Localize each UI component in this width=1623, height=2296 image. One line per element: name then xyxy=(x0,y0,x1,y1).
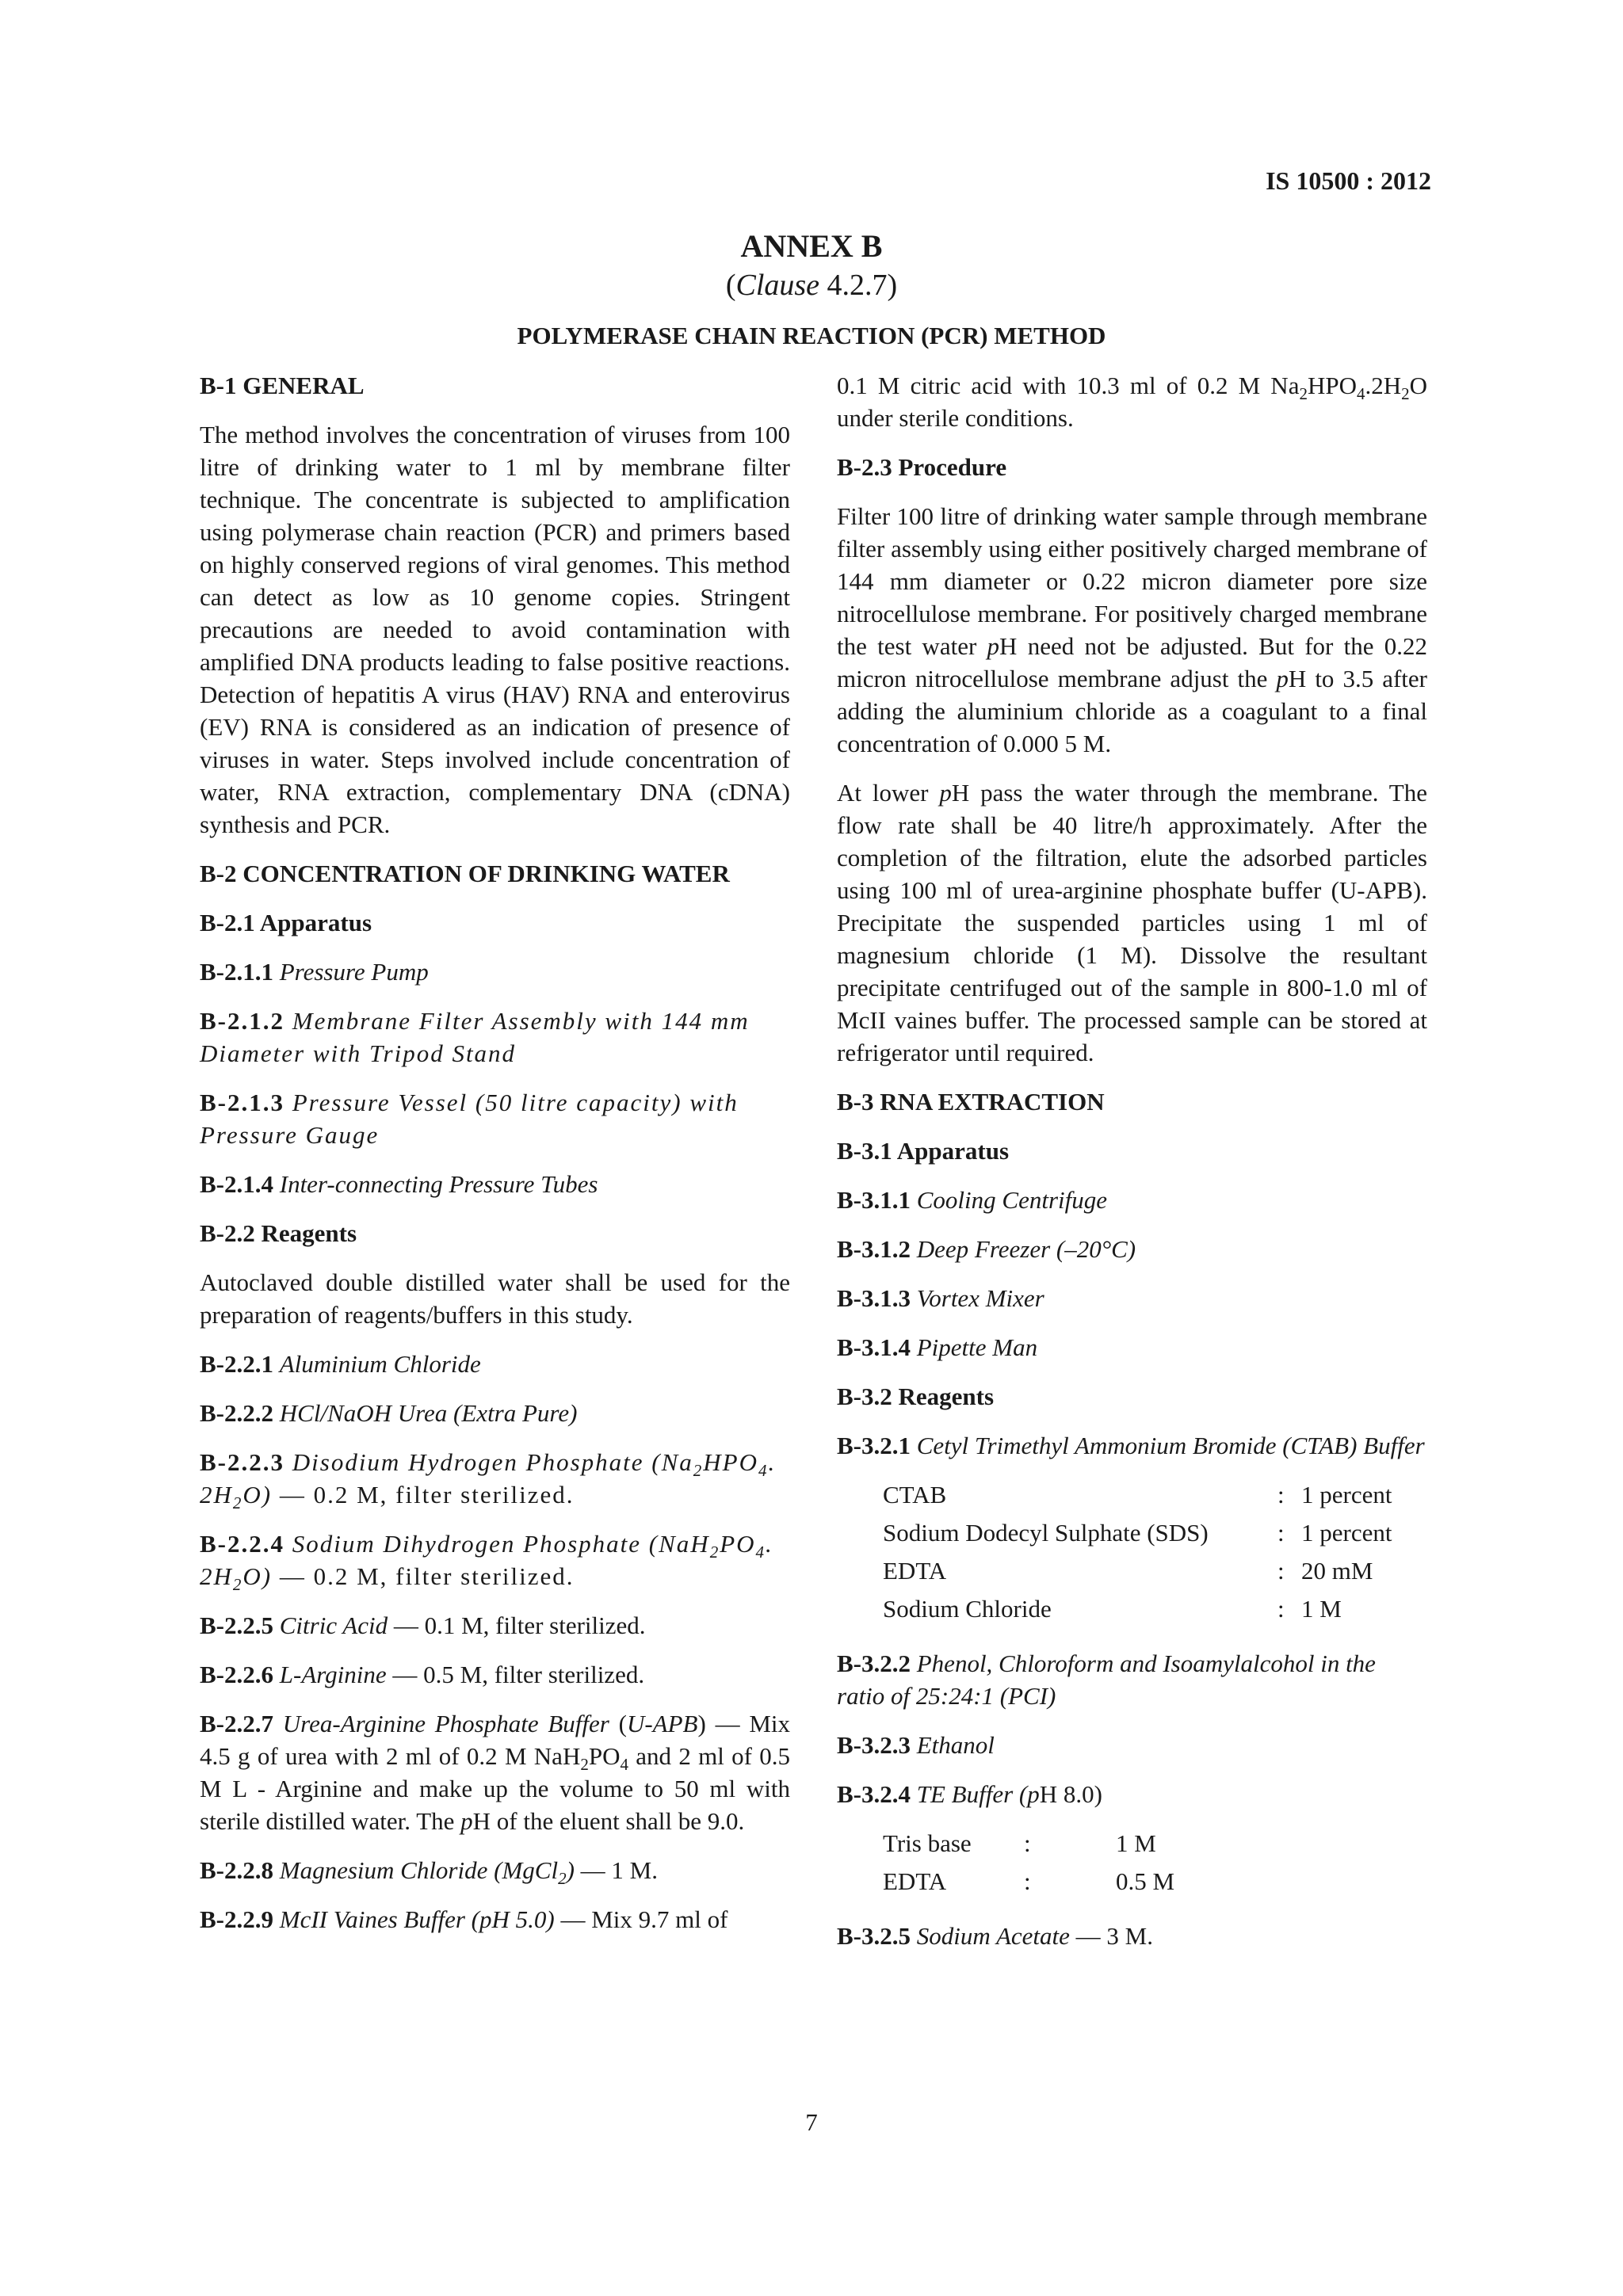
apparatus-item: B-3.1.3 Vortex Mixer xyxy=(837,1284,1044,1312)
table-row: CTAB : 1 percent xyxy=(883,1481,1392,1508)
table-row: EDTA : 0.5 M xyxy=(883,1867,1175,1895)
subsection-heading-b2-1: B-2.1 Apparatus xyxy=(200,909,372,936)
section-heading-b1: B-1 GENERAL xyxy=(200,372,365,399)
reagent-item: B-2.2.7 Urea-Arginine Phosphate Buffer (U-APB) — Mix 4.5 g of urea with 2 ml of 0.2 M $NaH_2PO_4$ and 2 ml of 0.5 M L - Arginine and make up the volume to 50 ml with sterile distilled water. The pH of the eluent shall be 9.0. xyxy=(200,1710,791,1835)
apparatus-item: B-2.1.4 Inter-connecting Pressure Tubes xyxy=(200,1170,598,1198)
reagent-item: B-2.2.1 Aluminium Chloride xyxy=(200,1350,481,1378)
apparatus-item: B-3.1.2 Deep Freezer (–20°C) xyxy=(837,1235,1136,1263)
right-column xyxy=(837,369,1427,1969)
table-row: EDTA : 20 mM xyxy=(883,1557,1373,1585)
section-heading-b2: B-2 CONCENTRATION OF DRINKING WATER xyxy=(200,860,730,887)
reagent-item: B-3.2.3 Ethanol xyxy=(837,1731,995,1759)
reagent-item: B-2.2.2 HCl/NaOH Urea (Extra Pure) xyxy=(200,1399,578,1427)
ctab-composition-table xyxy=(883,1478,1392,1630)
te-buffer-table xyxy=(883,1827,1174,1903)
apparatus-item: B-2.1.2 Membrane Filter Assembly with 144 mm Diameter with Tripod Stand xyxy=(200,1007,750,1067)
apparatus-item: B-3.1.1 Cooling Centrifuge xyxy=(837,1186,1107,1214)
subsection-heading-b2-3: B-2.3 Procedure xyxy=(837,453,1007,481)
apparatus-item: B-3.1.4 Pipette Man xyxy=(837,1333,1038,1361)
subsection-heading-b3-2: B-3.2 Reagents xyxy=(837,1383,995,1410)
table-row: Sodium Chloride : 1 M xyxy=(883,1595,1342,1623)
annex-clause-reference: (Clause 4.2.7) xyxy=(725,269,898,302)
reagent-item: B-2.2.9 McII Vaines Buffer (pH 5.0) — Mix 9.7 ml of xyxy=(200,1905,728,1933)
page-number: 7 xyxy=(805,2108,818,2136)
reagent-item: B-2.2.8 Magnesium Chloride (MgCl$_2$) — 1 M. xyxy=(200,1856,658,1889)
reagent-item: B-2.2.3 Disodium Hydrogen Phosphate ($Na_2HPO_4$. $2H_2O$) — 0.2 M, filter sterilized. xyxy=(200,1448,777,1513)
table-row: Sodium Dodecyl Sulphate (SDS) : 1 percent xyxy=(883,1519,1392,1547)
procedure-paragraph: Filter 100 litre of drinking water sample through membrane filter assembly using either positively charged membrane of 144 mm diameter or 0.22 micron diameter pore size nitrocellulose membrane. For positively charged membrane the test water pH need not be adjusted. But for the 0.22 micron nitrocellulose membrane adjust the pH to 3.5 after adding the aluminium chloride as a coagulant to a final concentration of 0.000 5 M. xyxy=(837,502,1427,757)
procedure-paragraph: At lower pH pass the water through the membrane. The flow rate shall be 40 litre/h approximately. After the completion of the filtration, elute the adsorbed particles using 100 ml of urea-arginine phosphate buffer (U-APB). Precipitate the suspended particles using 1 ml of magnesium chloride (1 M). Dissolve the resultant precipitate centrifuged out of the sample in 800-1.0 ml of McII vaines buffer. The processed sample can be stored at refrigerator until required. xyxy=(837,779,1427,1066)
document-number: IS 10500 : 2012 xyxy=(1266,166,1431,195)
method-title: POLYMERASE CHAIN REACTION (PCR) METHOD xyxy=(517,322,1106,349)
reagent-item: B-2.2.4 Sodium Dihydrogen Phosphate ($NaH_2PO_4$. $2H_2O$) — 0.2 M, filter sterilized. xyxy=(200,1530,773,1595)
left-column xyxy=(200,369,790,1952)
reagents-intro: Autoclaved double distilled water shall be used for the preparation of reagents/buffers in this study. xyxy=(200,1268,790,1329)
subsection-heading-b3-1: B-3.1 Apparatus xyxy=(837,1137,1010,1165)
table-row: Tris base : 1 M xyxy=(883,1829,1156,1857)
general-paragraph: The method involves the concentration of viruses from 100 litre of drinking water to 1 ml by membrane filter technique. The concentrate is subjected to amplification using polymerase chain reaction (PCR) and primers based on highly conserved regions of viral genomes. This method can detect as low as 10 genome copies. Stringent precautions are needed to avoid contamination with amplified DNA products leading to false positive reactions. Detection of hepatitis A virus (HAV) RNA and enterovirus (EV) RNA is considered as an indication of presence of viruses in water. Steps involved include concentration of water, RNA extraction, complementary DNA (cDNA) synthesis and PCR. xyxy=(200,421,790,838)
reagent-item: B-2.2.5 Citric Acid — 0.1 M, filter sterilized. xyxy=(200,1611,646,1639)
subsection-heading-b2-2: B-2.2 Reagents xyxy=(200,1219,357,1247)
reagent-item: B-3.2.5 Sodium Acetate — 3 M. xyxy=(837,1922,1153,1950)
annex-title: ANNEX B xyxy=(740,228,883,264)
reagent-item: B-2.2.6 L-Arginine — 0.5 M, filter sterilized. xyxy=(200,1661,645,1688)
reagent-item: B-3.2.1 Cetyl Trimethyl Ammonium Bromide (CTAB) Buffer xyxy=(837,1432,1425,1459)
reagent-continuation: 0.1 M citric acid with 10.3 ml of 0.2 M $Na_2HPO_4.2H_2O$ under sterile conditions. xyxy=(837,372,1427,432)
reagent-item: B-3.2.2 Phenol, Chloroform and Isoamylalcohol in the ratio of 25:24:1 (PCI) xyxy=(837,1650,1376,1710)
section-heading-b3: B-3 RNA EXTRACTION xyxy=(837,1088,1105,1116)
reagent-item: B-3.2.4 TE Buffer (pH 8.0) xyxy=(837,1780,1102,1808)
apparatus-item: B-2.1.1 Pressure Pump xyxy=(200,958,429,986)
apparatus-item: B-2.1.3 Pressure Vessel (50 litre capacity) with Pressure Gauge xyxy=(200,1089,739,1149)
